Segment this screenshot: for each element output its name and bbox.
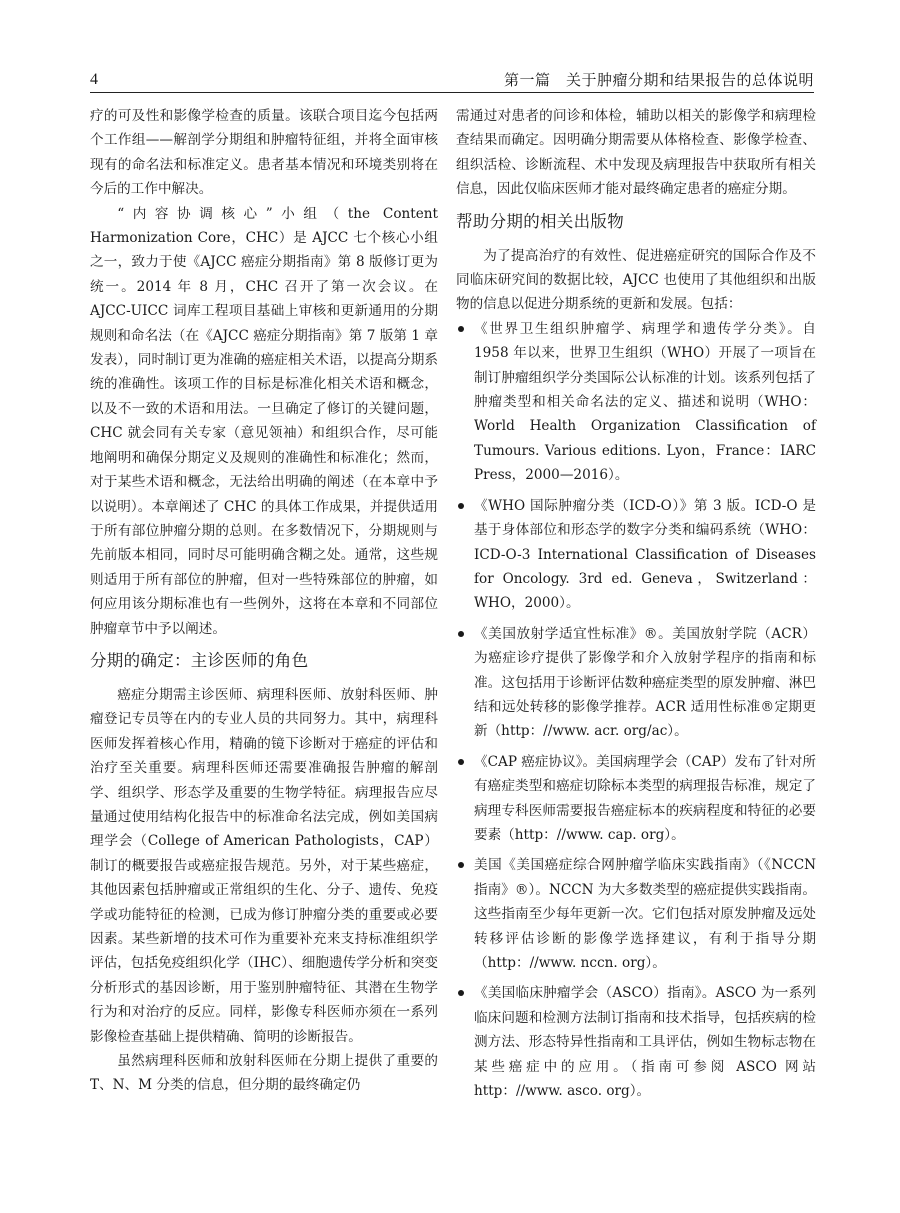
page-number: 4 (90, 71, 98, 88)
bullet-icon (458, 503, 464, 509)
list-item (456, 622, 816, 744)
list-item-text: 《WHO 国际肿瘤分类（ICD-O）》第 3 版。ICD-O 是基于身体部位和形态学的数字分类和编码系统（WHO：ICD-O-3 International Classification of Diseases for Oncology. 3rd ed. Geneva，Switzerland：WHO，2000）。 (474, 497, 816, 612)
list-item-text: 《世界卫生组织肿瘤学、病理学和遗传学分类》。自 1958 年以来，世界卫生组织（WHO）开展了一项旨在制订肿瘤组织学分类国际公认标准的计划。该系列包括了肿瘤类型和相关命名法的定义、描述和说明（WHO：World Health Organization Classification of Tumours. Various editions. Lyon，France：IARC Press，2000—2016）。 (474, 320, 816, 484)
paragraph-chc: “内容协调核心”小组（the Content Harmonization Core，CHC）是 AJCC 七个核心小组之一，致力于使《AJCC 癌症分期指南》第 8 版修订更为统一。2014 年 8 月，CHC 召开了第一次会议。在 AJCC-UICC 词库工程项目基础上审核和更新通用的分期规则和命名法（在《AJCC 癌症分期指南》第 7 版第 1 章发表），同时制订更为准确的癌症相关术语，以提高分期系统的准确性。该项工作的目标是标准化相关术语和概念，以及不一致的术语和用法。一旦确定了修订的关键问题，CHC 就会同有关专家（意见领袖）和组织合作，尽可能地阐明和确保分期定义及规则的准确性和标准化；然而，对于某些术语和概念，无法给出明确的阐述（在本章中予以说明）。本章阐述了 CHC 的具体工作成果，并提供适用于所有部位肿瘤分期的总则。在多数情况下，分期规则与先前版本相同，同时尽可能明确含糊之处。通常，这些规则适用于所有部位的肿瘤，但对一些特殊部位的肿瘤，如何应用该分期标准也有一些例外，这将在本章和不同部位肿瘤章节中予以阐述。 (90, 205, 438, 637)
list-item (456, 750, 816, 848)
section-heading-staging-role: 分期的确定：主诊医师的角色 (90, 650, 309, 670)
paragraph-publications-intro: 为了提高治疗的有效性、促进癌症研究的国际合作及不同临床研究间的数据比较，AJCC 也使用了其他组织和出版物的信息以促进分期系统的更新和发展。包括： (456, 247, 816, 313)
list-item (456, 494, 816, 616)
list-item (456, 853, 816, 975)
list-item-text: 《美国临床肿瘤学会（ASCO）指南》。ASCO 为一系列临床问题和检测方法制订指南和技术指导，包括疾病的检测方法、形态特异性指南和工具评估，例如生物标志物在某些癌症中的应用。（指南可参阅 ASCO 网站 http：//www. asco. org）。 (474, 985, 816, 1100)
running-title: 第一篇 关于肿瘤分期和结果报告的总体说明 (503, 71, 814, 89)
list-item (456, 981, 816, 1103)
bullet-icon (458, 862, 464, 868)
list-item-text: 美国《美国癌症综合网肿瘤学临床实践指南》（《NCCN 指南》®）。NCCN 为大多数类型的癌症提供实践指南。这些指南至少每年更新一次。它们包括对原发肿瘤及远处转移评估诊断的影像学选择建议，有利于指导分期（http：//www. nccn. org）。 (474, 857, 816, 971)
bullet-icon (458, 759, 464, 765)
list-item-text: 《美国放射学适宜性标准》®。美国放射学院（ACR）为癌症诊疗提供了影像学和介入放射学程序的指南和标准。这包括用于诊断评估数种癌症类型的原发肿瘤、淋巴结和远处转移的影像学推荐。ACR 适用性标准®定期更新（http：//www. acr. org/ac）。 (474, 625, 816, 740)
paragraph-staging-team: 癌症分期需主诊医师、病理科医师、放射科医师、肿瘤登记专员等在内的专业人员的共同努力。其中，病理科医师发挥着核心作用，精确的镜下诊断对于癌症的评估和治疗至关重要。病理科医师还需要准确报告肿瘤的解剖学、组织学、形态学及重要的生物学特征。病理报告应尽量通过使用结构化报告中的标准命名法完成，例如美国病理学会（College of American Pathologists，CAP）制订的概要报告或癌症报告规范。另外，对于某些癌症，其他因素包括肿瘤或正常组织的生化、分子、遗传、免疫学或功能特征的检测，已成为修订肿瘤分类的重要或必要因素。某些新增的技术可作为重要补充来支持标准组织学评估，包括免疫组织化学（IHC）、细胞遗传学分析和突变分析形式的基因诊断，用于鉴别肿瘤特征、其潜在生物学行为和对治疗的反应。同样，影像专科医师亦须在一系列影像检查基础上提供精确、简明的诊断报告。 (90, 686, 438, 1045)
section-heading-publications: 帮助分期的相关出版物 (456, 211, 624, 231)
page-header (90, 70, 814, 93)
paragraph-continued-right: 需通过对患者的问诊和体检，辅助以相关的影像学和病理检查结果而确定。因明确分期需要从体格检查、影像学检查、组织活检、诊断流程、术中发现及病理报告中获取所有相关信息，因此仅临床医师才能对最终确定患者的癌症分期。 (456, 108, 816, 198)
paragraph-continued: 疗的可及性和影像学检查的质量。该联合项目迄今包括两个工作组——解剖学分期组和肿瘤特征组，并将全面审核现有的命名法和标准定义。患者基本情况和环境类别将在今后的工作中解决。 (90, 108, 438, 198)
left-column (90, 104, 438, 1098)
list-item-text: 《CAP 癌症协议》。美国病理学会（CAP）发布了针对所有癌症类型和癌症切除标本类型的病理报告标准，规定了病理专科医师需要报告癌症标本的疾病程度和特征的必要要素（http：//www. cap. org）。 (474, 753, 816, 843)
bullet-icon (458, 990, 464, 996)
list-item (456, 317, 816, 488)
bullet-icon (458, 631, 464, 637)
right-column (456, 104, 816, 1109)
bullet-icon (458, 326, 464, 332)
paragraph-final-staging: 虽然病理科医师和放射科医师在分期上提供了重要的 T、N、M 分类的信息，但分期的最终确定仍 (90, 1053, 438, 1094)
publication-list (456, 317, 816, 1104)
